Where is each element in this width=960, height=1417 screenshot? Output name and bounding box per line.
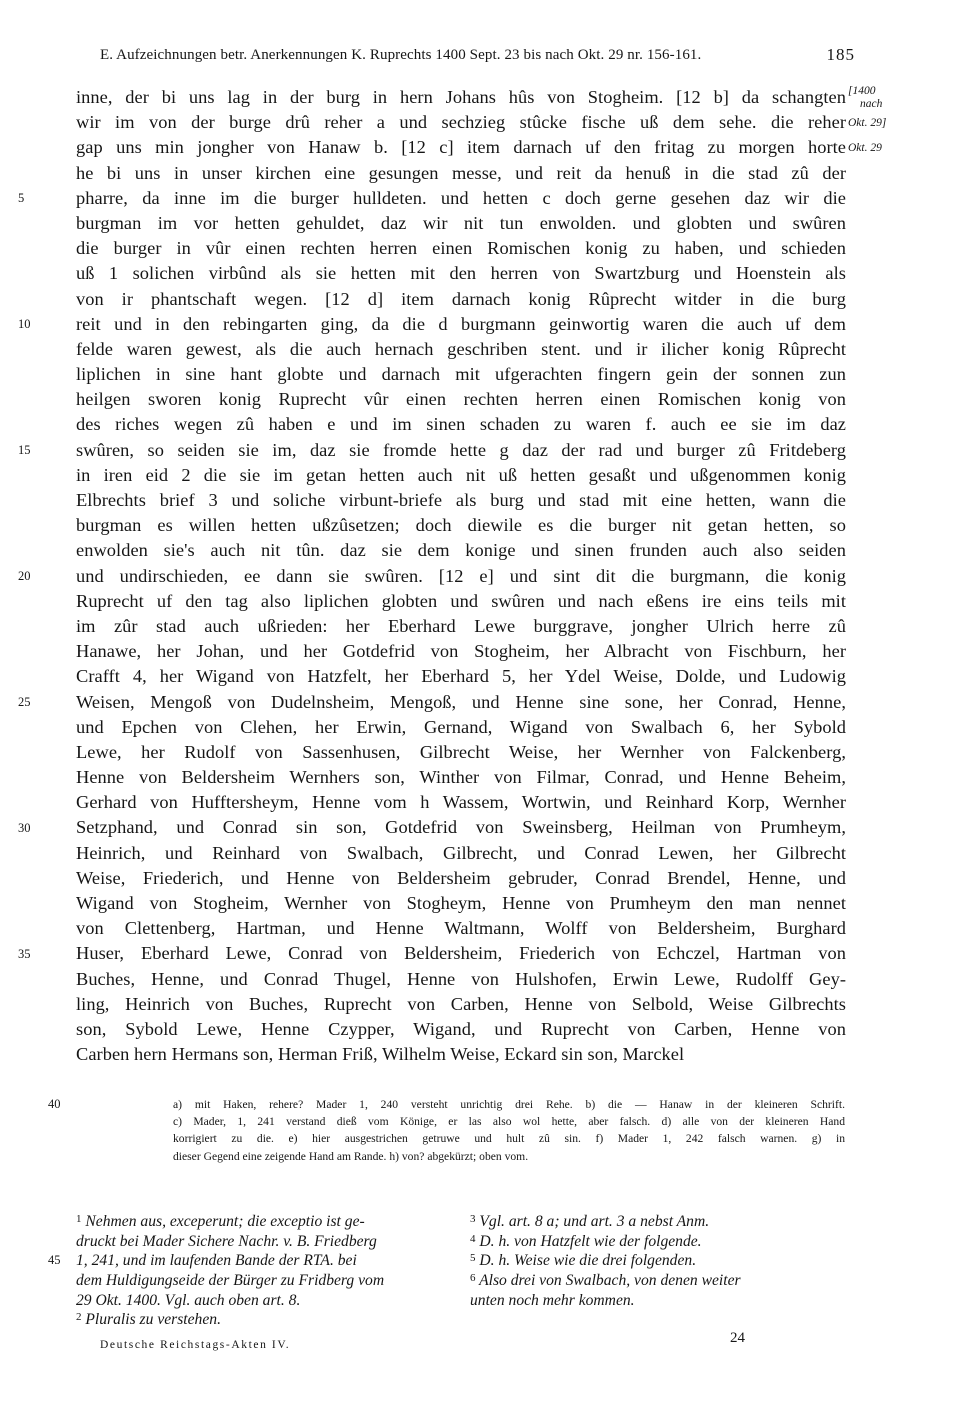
page-number: 185 bbox=[826, 45, 855, 64]
variant-note-line: a) mit Haken, rehere? Mader 1, 240 versteht unrichtig drei Rehe. b) die — Hanaw in der kleineren Schrift. bbox=[173, 1098, 845, 1111]
text-line: burgman es willen hetten ußzûsetzen; doch diewile es die burger nit getan hetten, so bbox=[76, 515, 846, 536]
text-line: felde waren gewest, als die auch hernach geschriben stent. und ir ilicher konig Rûprecht bbox=[76, 338, 846, 359]
footnote-line bbox=[470, 1212, 850, 1232]
text-line: heilgen sworen konig Ruprecht vûr einen rechten herren einen Romischen konig von bbox=[76, 389, 846, 410]
footnote-text: Pluralis zu verstehen. bbox=[85, 1311, 221, 1329]
footnote-line bbox=[470, 1291, 850, 1311]
text-line: gap uns min jongher von Hanaw b. [12 c] item darnach uf den fritag zu morgen horte bbox=[76, 137, 846, 158]
text-line: uß 1 solichen virbûnd als sie hetten mit den herren von Swartzburg und Hoenstein als bbox=[76, 263, 846, 284]
line-number: 15 bbox=[18, 442, 31, 457]
text-line: Weise, Friederich, und Henne von Beldersheim gebruder, Conrad Brendel, Henne, und bbox=[76, 867, 846, 888]
footnote-line bbox=[76, 1251, 456, 1271]
text-line: Wigand von Stogheim, Wernher von Stogheym, Henne von Prumheym den man nennet bbox=[76, 893, 846, 913]
text-line: reit und in den rebingarten ging, da die d burgmann geinwortig waren die auch uf dem bbox=[76, 313, 846, 334]
variant-notes bbox=[173, 1096, 845, 1165]
text-line: Buches, Henne, und Conrad Thugel, Henne von Hulshofen, Erwin Lewe, Rudolff Gey- bbox=[76, 968, 846, 989]
margin-date: nach bbox=[860, 98, 883, 110]
text-line: ling, Heinrich von Buches, Ruprecht von Carben, Henne von Selbold, Weise Gilbrechts bbox=[76, 993, 846, 1014]
text-line: enwolden sie's auch nit tûn. daz sie dem konige und sinen frunden auch also seiden bbox=[76, 540, 846, 561]
footnote-line bbox=[76, 1291, 456, 1311]
line-number: 25 bbox=[18, 694, 31, 709]
text-line: und Epchen von Clehen, her Erwin, Gernand, Wigand von Swalbach 6, her Sybold bbox=[76, 716, 846, 737]
line-number: 5 bbox=[18, 190, 25, 205]
variant-note-line: c) Mader, 1, 241 verstand dieß vom Könige, er las also wol hette, aber falsch. d) alle von der kleineren Hand bbox=[173, 1115, 845, 1129]
footnote-line bbox=[76, 1232, 456, 1252]
footnotes-left bbox=[76, 1212, 456, 1330]
margin-date: Okt. 29] bbox=[848, 117, 887, 129]
text-line: Hanawe, her Johan, und her Gotdefrid von Stogheim, her Albracht von Fischburn, her bbox=[76, 641, 846, 662]
footnote-line bbox=[470, 1232, 850, 1252]
signature-line: Deutsche Reichstags-Akten IV. bbox=[100, 1339, 291, 1351]
footnote-line bbox=[76, 1310, 456, 1330]
text-line: he bi uns in unser kirchen eine gesungen messe, und reit da henuß in die stad zû der bbox=[76, 162, 846, 183]
text-line: Gerhard von Hufftersheym, Henne vom h Wassem, Wortwin, und Reinhard Korp, Wernher bbox=[76, 792, 846, 813]
footnote-number: 5 bbox=[470, 1252, 476, 1265]
footnote-number: 2 bbox=[76, 1311, 82, 1324]
text-line: burgman im vor hetten gehuldet, daz wir nit tun enwolden. und globten und swûren bbox=[76, 212, 846, 233]
footnote-text: unten noch mehr kommen. bbox=[470, 1291, 635, 1309]
page-header bbox=[100, 47, 855, 71]
text-line: pharre, da inne im die burger hulldeten. und hetten c doch gerne gesehen daz wir die bbox=[76, 187, 846, 208]
main-text bbox=[76, 85, 846, 1067]
text-line: in iren eid 2 die sie im getan hetten auch nit uß hetten gesaßt und ußgenommen konig bbox=[76, 464, 846, 485]
margin-date: Okt. 29 bbox=[848, 142, 882, 154]
footnote-text: Also drei von Swalbach, von denen weiter bbox=[479, 1272, 741, 1290]
text-line: inne, der bi uns lag in der burg in hern Johans hûs von Stogheim. [12 b] da schangten bbox=[76, 87, 846, 107]
footnote-text: D. h. Weise wie die drei folgenden. bbox=[479, 1252, 697, 1270]
footnotes-right bbox=[470, 1212, 850, 1310]
text-line: Carben hern Hermans son, Herman Friß, Wilhelm Weise, Eckard sin son, Marckel bbox=[76, 1044, 685, 1065]
text-line: Heinrich, und Reinhard von Swalbach, Gilbrecht, und Conrad Lewen, her Gilbrecht bbox=[76, 842, 846, 863]
variant-note-line: dieser Gegend eine zeigende Hand am Rande. h) von? abgekürzt; oben vom. bbox=[173, 1149, 529, 1163]
text-line: Setzphand, und Conrad sin son, Gotdefrid von Sweinsberg, Heilman von Prumheym, bbox=[76, 817, 846, 838]
text-line: von Clettenberg, Hartman, und Henne Waltmann, Wolff von Beldersheim, Burghard bbox=[76, 918, 846, 939]
line-number: 10 bbox=[18, 316, 31, 331]
footnote-number: 6 bbox=[470, 1272, 476, 1285]
text-line: des riches wegen zû haben e und im sinen schaden zu waren f. auch ee sie im daz bbox=[76, 414, 846, 435]
text-line: son, Sybold Lewe, Henne Czypper, Wigand, und Ruprecht von Carben, Henne von bbox=[76, 1018, 846, 1039]
footnote-number: 3 bbox=[470, 1213, 476, 1225]
footnote-line bbox=[470, 1251, 850, 1271]
line-number: 20 bbox=[18, 568, 31, 583]
sheet-number: 24 bbox=[730, 1330, 745, 1346]
variant-note-line: korrigiert zu die. e) hier ausgestrichen getruwe und hult zû sin. f) Mader 1, 242 falsch warnen. g) in bbox=[173, 1132, 845, 1146]
footnote-text: 1, 241, und im laufenden Bande der RTA. bei bbox=[76, 1252, 357, 1270]
footnote-number: 1 bbox=[76, 1213, 82, 1225]
line-number: 35 bbox=[18, 946, 31, 961]
footnote-text: Nehmen aus, exceperunt; die exceptio ist ge- bbox=[85, 1213, 365, 1230]
footnote-text: 29 Okt. 1400. Vgl. auch oben art. 8. bbox=[76, 1291, 301, 1309]
footnote-line bbox=[76, 1212, 456, 1232]
text-line: Lewe, her Rudolf von Sassenhusen, Gilbrecht Weise, her Wernher von Falckenberg, bbox=[76, 741, 846, 762]
footnote-text: druckt bei Mader Sichere Nachr. v. B. Friedberg bbox=[76, 1232, 377, 1250]
text-line: die burger in vûr einen rechten herren einen Romischen konig zu haben, und schieden bbox=[76, 238, 846, 259]
line-number: 30 bbox=[18, 820, 31, 835]
margin-date: [1400 bbox=[848, 85, 876, 97]
text-line: Henne von Beldersheim Wernhers son, Winther von Filmar, Conrad, und Henne Beheim, bbox=[76, 767, 846, 788]
text-line: und undirschieden, ee dann sie swûren. [12 e] und sint dit die burgmann, die konig bbox=[76, 565, 846, 586]
footnote-line bbox=[470, 1271, 850, 1291]
text-line: im zûr stad auch ußrieden: her Eberhard Lewe burggrave, jongher Ulrich herre zû bbox=[76, 615, 846, 636]
text-line: Huser, Eberhard Lewe, Conrad von Beldersheim, Friederich von Echczel, Hartman von bbox=[76, 943, 846, 964]
running-title: E. Aufzeichnungen betr. Anerkennungen K. Ruprechts 1400 Sept. 23 bis nach Okt. 29 nr. 156-161. bbox=[100, 47, 702, 63]
line-number: 40 bbox=[48, 1097, 61, 1111]
text-line: wir im von der burge drû reher a und sechzieg stûcke fische uß dem sehe. die reher bbox=[76, 112, 846, 133]
text-line: Weisen, Mengoß von Dudelnsheim, Mengoß, und Henne sine sone, her Conrad, Henne, bbox=[76, 691, 846, 712]
text-line: swûren, so seiden sie im, daz sie fromde hette g daz der rad und burger zû Fritdeberg bbox=[76, 439, 846, 460]
line-number: 45 bbox=[48, 1253, 61, 1267]
footnote-line bbox=[76, 1271, 456, 1291]
footnote-text: D. h. von Hatzfelt wie der folgende. bbox=[479, 1232, 702, 1250]
text-line: von ir phantschaft wegen. [12 d] item darnach konig Rûprecht witder in die burg bbox=[76, 288, 846, 309]
text-line: Ruprecht uf den tag also liplichen globten und swûren und nach eßens ire eins teils mit bbox=[76, 590, 846, 611]
footnote-text: Vgl. art. 8 a; und art. 3 a nebst Anm. bbox=[479, 1213, 710, 1230]
text-line: liplichen in sine hant globte und darnach mit ufgerachten fingern gein der sonnen zun bbox=[76, 364, 846, 385]
text-line: Elbrechts brief 3 und soliche virbunt-briefe als burg und stad mit eine hetten, wann die bbox=[76, 490, 846, 510]
footnote-text: dem Huldigungseide der Bürger zu Fridberg vom bbox=[76, 1272, 385, 1290]
footnote-number: 4 bbox=[470, 1232, 476, 1245]
text-line: Crafft 4, her Wigand von Hatzfelt, her Eberhard 5, her Ydel Weise, Dolde, und Ludowig bbox=[76, 666, 846, 687]
